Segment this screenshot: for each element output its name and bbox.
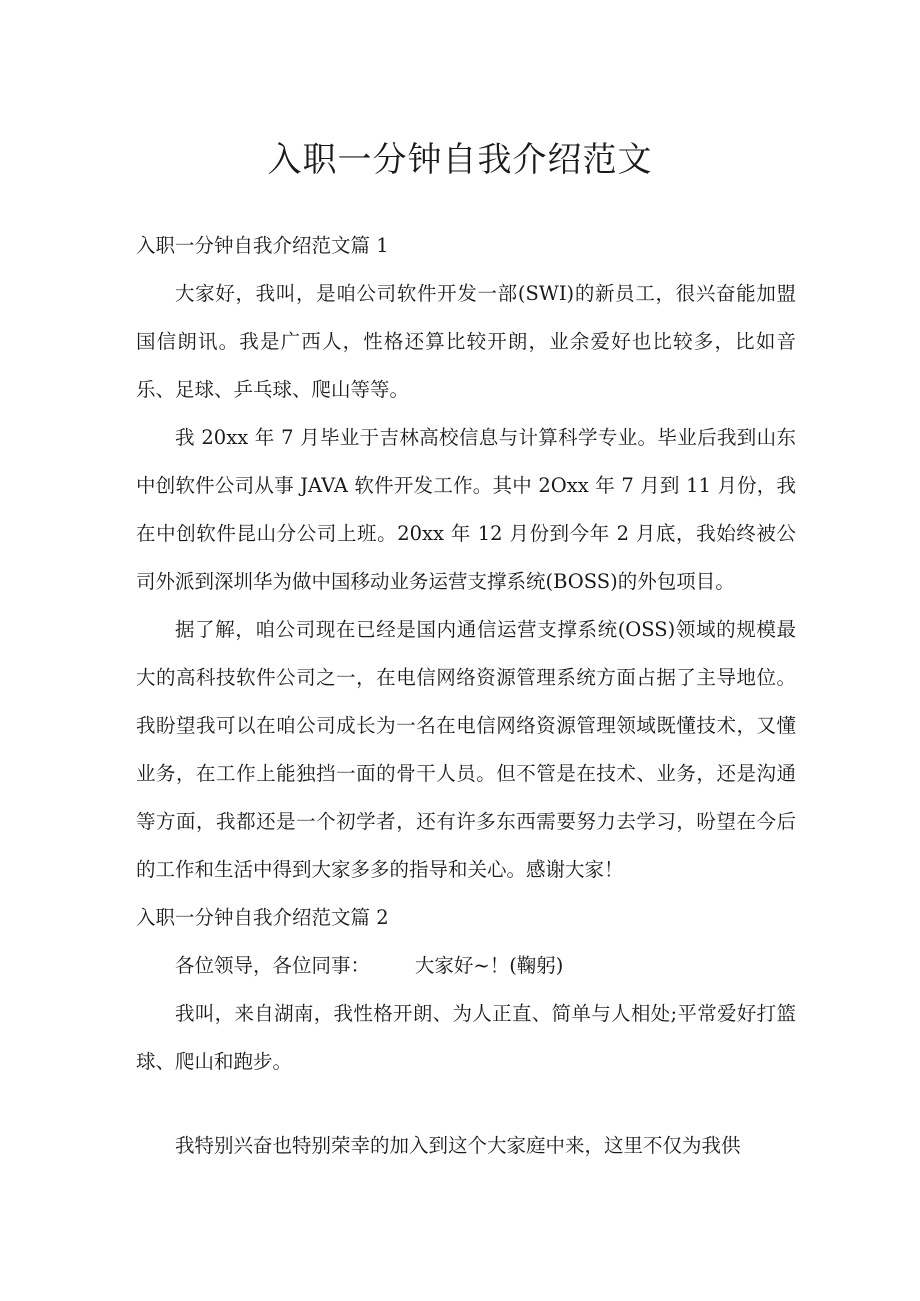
section-2-paragraph-2: 我特别兴奋也特别荣幸的加入到这个大家庭中来，这里不仅为我供	[175, 1134, 741, 1157]
greeting-right: 大家好~！(鞠躬)	[414, 954, 564, 977]
section-heading-2: 入职一分钟自我介绍范文篇 2	[136, 906, 389, 929]
paragraph-gap	[136, 1086, 796, 1122]
document-title: 入职一分钟自我介绍范文	[267, 140, 653, 180]
section-1-paragraph-2: 我 20xx 年 7 月毕业于吉林高校信息与计算科学专业。毕业后我到山东中创软件公司从事 JAVA 软件开发工作。其中 2Oxx 年 7 月到 11 月份，我在中创软件昆山分公司上班。20xx 年 12 月份到今年 2 月底，我始终被公司外派到深圳华为做中国移动业务运营支撑系统(BOSS)的外包项目。	[136, 426, 796, 593]
section-2-greeting	[136, 942, 796, 990]
section-1-paragraph-3: 据了解，咱公司现在已经是国内通信运营支撑系统(OSS)领域的规模最大的高科技软件公司之一，在电信网络资源管理系统方面占据了主导地位。我盼望我可以在咱公司成长为一名在电信网络资源管理领域既懂技术，又懂业务，在工作上能独挡一面的骨干人员。但不管是在技术、业务，还是沟通等方面，我都还是一个初学者，还有许多东西需要努力去学习，吩望在今后的工作和生活中得到大家多多的指导和关心。感谢大家！	[136, 618, 796, 881]
section-2-paragraph-1: 我叫，来自湖南，我性格开朗、为人正直、简单与人相处;平常爱好打篮球、爬山和跑步。	[136, 1002, 796, 1073]
section-heading-1: 入职一分钟自我介绍范文篇 1	[136, 234, 389, 257]
document-body	[136, 222, 796, 1170]
greeting-left: 各位领导，各位同事：	[175, 954, 371, 977]
section-1-paragraph-1: 大家好，我叫，是咱公司软件开发一部(SWI)的新员工，很兴奋能加盟国信朗讯。我是广西人，性格还算比较开朗，业余爱好也比较多，比如音乐、足球、乒乓球、爬山等等。	[136, 282, 796, 401]
